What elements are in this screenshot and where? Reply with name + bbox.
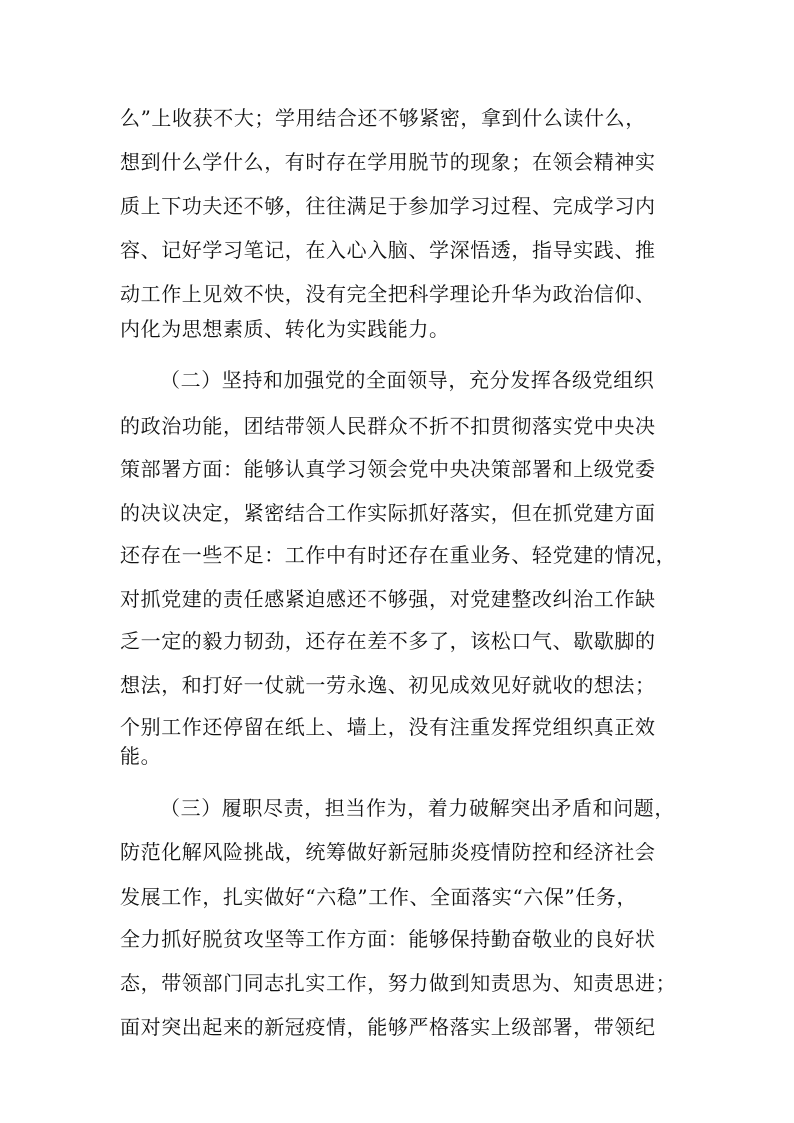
text-line: 能。 [120, 744, 162, 768]
text-line: 全力抓好脱贫攻坚等工作方面：能够保持勤奋敬业的良好状 [120, 927, 656, 951]
text-line: 容、记好学习笔记，在入心入脑、学深悟透，指导实践、推 [120, 238, 656, 262]
text-line: 对抓党建的责任感紧迫感还不够强，对党建整改纠治工作缺 [120, 587, 656, 611]
text-line: （二）坚持和加强党的全面领导，充分发挥各级党组织 [160, 368, 655, 392]
text-line: 策部署方面：能够认真学习领会党中央决策部署和上级党委 [120, 457, 656, 481]
text-line: 的决议决定，紧密结合工作实际抓好落实，但在抓党建方面 [120, 501, 656, 525]
text-line: 动工作上见效不快，没有完全把科学理论升华为政治信仰、 [120, 282, 656, 306]
text-line: 想法，和打好一仗就一劳永逸、初见成效见好就收的想法； [120, 673, 656, 697]
text-line: 发展工作，扎实做好“六稳”工作、全面落实“六保”任务， [120, 885, 638, 909]
text-line: 质上下功夫还不够，往往满足于参加学习过程、完成学习内 [120, 194, 656, 218]
text-line: 面对突出起来的新冠疫情，能够严格落实上级部署，带领纪 [120, 1015, 656, 1039]
text-line: 态，带领部门同志扎实工作，努力做到知责思为、知责思进； [120, 971, 677, 995]
text-line: 个别工作还停留在纸上、墙上，没有注重发挥党组织真正效 [120, 715, 656, 739]
text-line: 么”上收获不大；学用结合还不够紧密，拿到什么读什么， [120, 106, 646, 130]
text-line: 防范化解风险挑战，统筹做好新冠肺炎疫情防控和经济社会 [120, 840, 656, 864]
text-line: 想到什么学什么，有时存在学用脱节的现象；在领会精神实 [120, 150, 656, 174]
text-line: 内化为思想素质、转化为实践能力。 [120, 317, 450, 341]
text-line: 乏一定的毅力韧劲，还存在差不多了，该松口气、歇歇脚的 [120, 629, 656, 653]
text-line: 的政治功能，团结带领人民群众不折不扣贯彻落实党中央决 [120, 414, 656, 438]
text-line: （三）履职尽责，担当作为，着力破解突出矛盾和问题， [160, 796, 675, 820]
text-line: 还存在一些不足：工作中有时还存在重业务、轻党建的情况， [120, 543, 677, 567]
